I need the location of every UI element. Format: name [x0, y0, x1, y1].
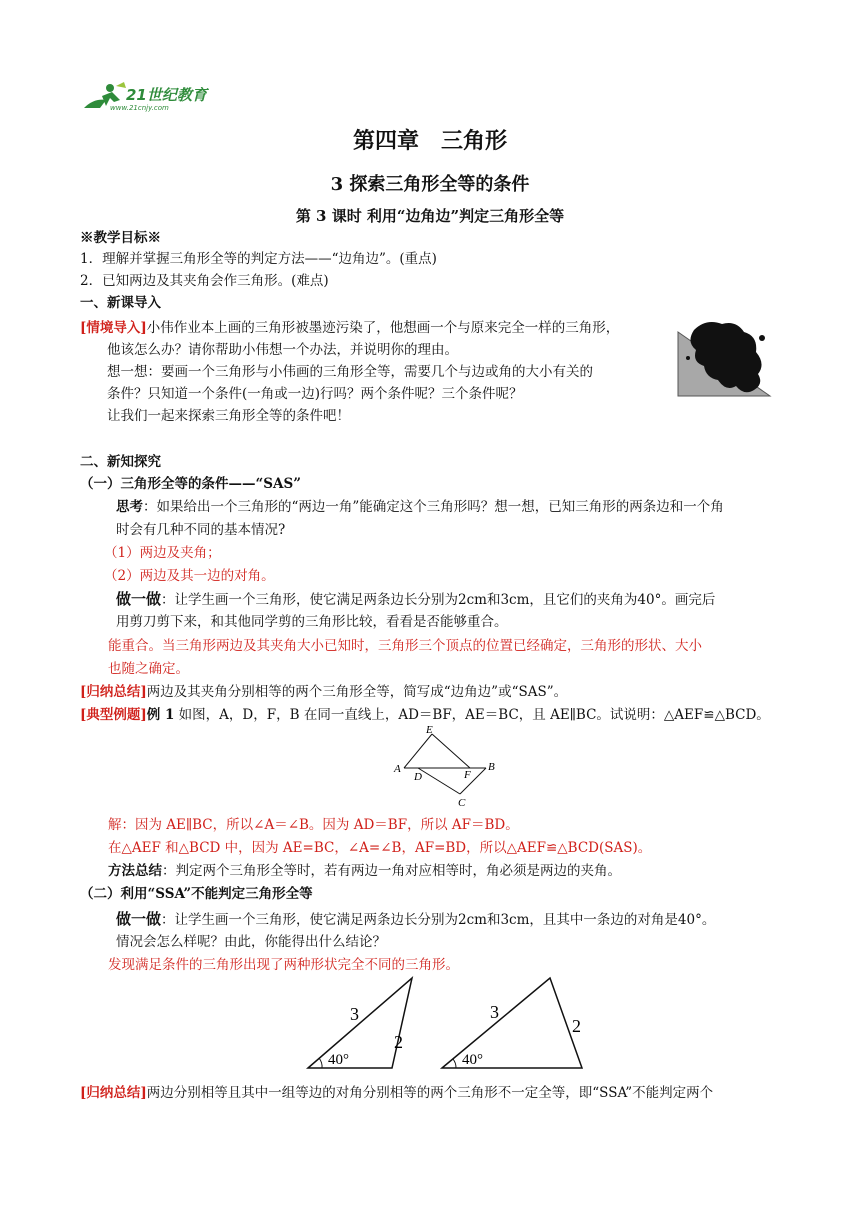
think-line2: 时会有几种不同的基本情况?	[116, 522, 286, 538]
label-a: A	[394, 763, 401, 775]
tri1-side-3: 3	[350, 1004, 359, 1024]
lesson-title: 第 3 课时 利用“边角边”判定三角形全等	[295, 207, 565, 225]
ssa-triangles-figure	[300, 972, 600, 1072]
logo-brand: 21世纪教育	[126, 86, 207, 104]
example1: [典型例题]例 1 如图，A，D，F，B 在同一直线上，AD＝BF，AE＝BC，且 AE∥BC。试说明：△AEF≌△BCD。	[80, 707, 770, 723]
part1-line1: [情境导入]小伟作业本上画的三角形被墨迹污染了，他想画一个与原来完全一样的三角形，	[80, 320, 620, 336]
sub1-heading: （一）三角形全等的条件——“SAS”	[80, 476, 302, 492]
summary2: [归纳总结]两边分别相等且其中一组等边的对角分别相等的两个三角形不一定全等，即“SSA”不能判定两个	[80, 1085, 714, 1101]
solution-line2: 在△AEF 和△BCD 中，因为 AE=BC，∠A=∠B，AF=BD，所以△AEF≌△BCD(SAS)。	[108, 840, 652, 856]
part1-heading: 一、新课导入	[80, 295, 161, 311]
part1-line3: 想一想：要画一个三角形与小伟画的三角形全等，需要几个与边或角的大小有关的	[107, 364, 593, 380]
part1-line5: 让我们一起来探索三角形全等的条件吧！	[107, 408, 350, 424]
example-figure	[388, 722, 498, 812]
objectives-heading: ※教学目标※	[80, 230, 161, 246]
tri2-side-3: 3	[490, 1002, 499, 1022]
logo-url: www.21cnjy.com	[110, 104, 169, 112]
ink-stained-triangle	[674, 318, 774, 398]
do2-line1: 做一做：让学生画一个三角形，使它满足两条边长分别为2cm和3cm，且其中一条边的对角是40°。	[116, 910, 716, 928]
part2-heading: 二、新知探究	[80, 454, 161, 470]
method-summary: 方法总结：判定两个三角形全等时，若有两边一角对应相等时，角必须是两边的夹角。	[108, 863, 621, 879]
case-1: （1）两边及夹角；	[104, 545, 221, 561]
label-b: B	[488, 761, 495, 773]
do1-line1: 做一做：让学生画一个三角形，使它满足两条边长分别为2cm和3cm，且它们的夹角为40°。画完后	[116, 590, 716, 608]
objective-1: 1．理解并掌握三角形全等的判定方法——“边角边”。(重点)	[80, 251, 437, 267]
summary1: [归纳总结]两边及其夹角分别相等的两个三角形全等，简写成“边角边”或“SAS”。	[80, 684, 568, 700]
answer2: 发现满足条件的三角形出现了两种形状完全不同的三角形。	[108, 957, 459, 973]
logo	[80, 78, 230, 118]
answer1-line2: 也随之确定。	[108, 661, 189, 677]
part1-line2: 他该怎么办？请你帮助小伟想一个办法，并说明你的理由。	[107, 342, 458, 358]
label-e: E	[426, 724, 433, 736]
situation-tag: [情境导入]	[80, 320, 147, 336]
case-2: （2）两边及其一边的对角。	[104, 568, 275, 584]
tri2-angle: 40°	[462, 1052, 483, 1068]
sub2-heading: （二）利用“SSA”不能判定三角形全等	[80, 886, 313, 902]
solution-line1: 解：因为 AE∥BC，所以∠A＝∠B。因为 AD＝BF，所以 AF＝BD。	[108, 817, 519, 833]
part1-line4: 条件？只知道一个条件(一角或一边)行吗？两个条件呢？三个条件呢？	[107, 386, 523, 402]
section-title: 3 探索三角形全等的条件	[330, 174, 530, 195]
label-d: D	[414, 771, 422, 783]
tri1-angle: 40°	[328, 1052, 349, 1068]
chapter-title: 第四章 三角形	[352, 128, 507, 154]
label-c: C	[458, 797, 466, 809]
tri1-side-2: 2	[394, 1032, 403, 1052]
objective-2: 2．已知两边及其夹角会作三角形。(难点)	[80, 273, 329, 289]
do1-line2: 用剪刀剪下来，和其他同学剪的三角形比较，看看是否能够重合。	[116, 614, 508, 630]
tri2-side-2: 2	[572, 1016, 581, 1036]
label-f: F	[464, 769, 471, 781]
think-line1: 思考：如果给出一个三角形的“两边一角”能确定这个三角形吗？想一想，已知三角形的两条边和一个角	[116, 499, 724, 515]
answer1-line1: 能重合。当三角形两边及其夹角大小已知时，三角形三个顶点的位置已经确定，三角形的形状、大小	[108, 638, 702, 654]
do2-line2: 情况会怎么样呢？由此，你能得出什么结论？	[116, 934, 386, 950]
